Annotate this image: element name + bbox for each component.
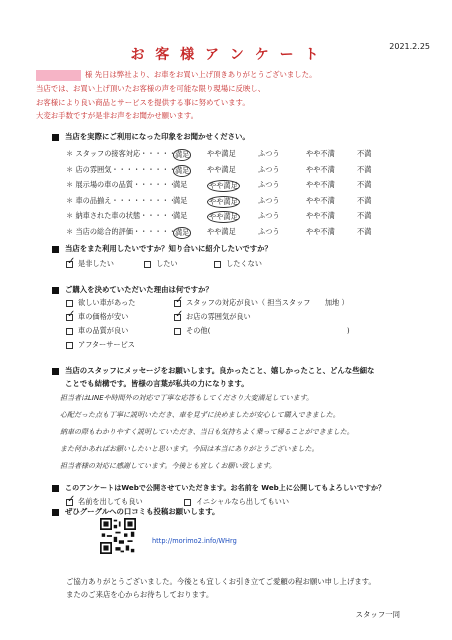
q1-option[interactable]: ふつう	[258, 149, 280, 158]
q1-option[interactable]: 不満	[357, 149, 372, 158]
closing-message	[66, 575, 376, 601]
q1-option-selected[interactable]: やや満足	[209, 196, 238, 206]
intro-line-4: 大変お手数ですが是非お声をお聞かせ願います。	[36, 111, 199, 121]
checkbox-checked-icon[interactable]	[66, 261, 73, 268]
q1-option[interactable]: ふつう	[258, 180, 280, 189]
q1-option[interactable]: やや不満	[306, 195, 335, 205]
q3-option-price[interactable]: ✓車の価格が安い	[66, 312, 128, 322]
q1-option[interactable]: ふつう	[258, 211, 280, 220]
q3-option-atmosphere[interactable]: ✓お店の雰囲気が良い	[174, 312, 251, 322]
square-bullet-icon	[52, 485, 59, 492]
qr-code-icon[interactable]	[100, 518, 136, 554]
q3-option-other[interactable]: その他( )	[174, 326, 350, 336]
q1-option[interactable]: 不満	[357, 195, 372, 205]
q1-option[interactable]: やや満足	[207, 149, 236, 158]
q1-option[interactable]: 満足	[173, 211, 188, 220]
q1-option[interactable]: 不満	[357, 226, 372, 236]
q1-rating-label: ＊ 店の雰囲気・・・・・・・・・	[66, 164, 177, 174]
q4-heading-line-2: ことでも結構です。皆様の言葉が私共の力になります。	[65, 379, 249, 388]
q1-option-selected[interactable]: やや満足	[209, 212, 238, 221]
q1-option[interactable]: ふつう	[258, 226, 280, 236]
q1-option-selected[interactable]: 満足	[175, 165, 190, 175]
checkbox-icon[interactable]	[144, 261, 151, 268]
q1-option[interactable]: やや不満	[306, 226, 335, 236]
q2-option-no[interactable]: したくない	[214, 259, 262, 269]
q3-option-aftercare[interactable]: アフターサービス	[66, 340, 135, 350]
handwritten-comment-line-3: 納車の際もわかりやすく説明していただき、当日も気持ちよく乗って帰ることができました。	[60, 428, 354, 436]
handwritten-comment-line-5: 担当者様の対応に感謝しています。今後とも宜しくお願い致します。	[60, 462, 276, 470]
q3-option-staff[interactable]: ✓スタッフの対応が良い（ 担当スタッフ 加地 ）	[174, 298, 349, 308]
q1-option[interactable]: 不満	[357, 211, 372, 220]
handwritten-comment-line-4: また何かあればお願いしたいと思います。今回は本当にありがとうございました。	[60, 445, 319, 453]
checkbox-icon	[66, 328, 73, 335]
q1-option-selected[interactable]: 満足	[175, 227, 190, 237]
q5-option-initials[interactable]: イニシャルなら出してもいい	[184, 497, 289, 507]
q1-option[interactable]: ふつう	[258, 164, 280, 174]
handwritten-comment-line-1: 担当者はLINEや時間外の対応で丁寧な応答もしてくださり大変満足しています。	[60, 394, 314, 402]
square-bullet-icon	[52, 287, 59, 294]
survey-title: お 客 様 ア ン ケ ー ト	[130, 47, 322, 63]
intro-text	[36, 68, 316, 123]
q1-option[interactable]: やや不満	[306, 149, 335, 158]
q2-option-maybe[interactable]: したい	[144, 259, 178, 269]
closing-line-2: またのご来店を心からお待ちしております。	[66, 590, 214, 599]
checkbox-checked-icon	[174, 314, 181, 321]
redacted-customer-name	[36, 70, 81, 81]
q1-option[interactable]: やや不満	[306, 211, 335, 220]
intro-line-3: お客様により良い商品とサービスを提供する事に努めています。	[36, 97, 250, 107]
q2-heading: 当店をまた利用したいですか？知り合いに紹介したいですか？	[52, 243, 272, 254]
q3-option-wanted-car[interactable]: 欲しい車があった	[66, 298, 135, 308]
survey-date: 2021.2.25	[389, 42, 430, 51]
square-bullet-icon	[52, 368, 59, 375]
checkbox-checked-icon	[66, 314, 73, 321]
q3-option-quality[interactable]: 車の品質が良い	[66, 326, 128, 336]
q1-option-selected[interactable]: 満足	[175, 150, 190, 159]
checkbox-checked-icon	[174, 300, 181, 307]
q1-rating-label: ＊ 車の品揃え・・・・・・・・・	[66, 195, 177, 205]
checkbox-icon[interactable]	[214, 261, 221, 268]
checkbox-icon	[66, 342, 73, 349]
square-bullet-icon	[52, 246, 59, 253]
intro-line-2: 当店では、お買い上げ頂いたお客様の声を可能な限り現場に反映し、	[36, 83, 266, 93]
q1-option-selected[interactable]: やや満足	[209, 181, 238, 190]
q1-heading: 当店を実際にご利用になった印象をお聞かせください。	[52, 131, 250, 142]
google-review-link[interactable]: http://morimo2.info/WHrg	[152, 537, 237, 545]
checkbox-icon	[174, 328, 181, 335]
q1-rating-label: ＊ スタッフの接客対応・・・・・	[66, 149, 177, 158]
q1-option[interactable]: やや満足	[207, 226, 236, 236]
staff-signature: スタッフ一同	[355, 610, 400, 619]
checkbox-checked-icon	[66, 499, 73, 506]
q5-option-name[interactable]: ✓名前を出しても良い	[66, 497, 143, 507]
checkbox-icon	[66, 300, 73, 307]
q1-rating-label: ＊ 当店の総合的評価・・・・・・	[66, 226, 177, 236]
q1-option[interactable]: ふつう	[258, 195, 280, 205]
q2-option-yes[interactable]: ✓是非したい	[66, 259, 114, 269]
closing-line-1: ご協力ありがとうございました。今後とも宜しくお引き立てご愛顧の程お願い申し上げます。	[66, 577, 376, 586]
q1-option[interactable]: やや不満	[306, 164, 335, 174]
q1-rating-label: ＊ 展示場の車の品質・・・・・・	[66, 180, 177, 189]
square-bullet-icon	[52, 134, 59, 141]
q1-option[interactable]: 満足	[173, 195, 188, 205]
handwritten-comment-line-2: 心配だった点も丁寧に説明いただき、車を見ずに決めましたが安心して購入できました。	[60, 411, 340, 419]
checkbox-icon	[184, 499, 191, 506]
q1-option[interactable]: 満足	[173, 180, 188, 189]
q6-heading: ぜひグーグルへの口コミも投稿お願いします。	[52, 506, 219, 517]
q3-heading: ご購入を決めていただいた理由は何ですか？	[52, 284, 213, 295]
q4-heading: 当店のスタッフにメッセージをお願いします。良かったこと、嬉しかったこと、どんな些細な	[52, 365, 374, 376]
q1-rating-label: ＊ 納車された車の状態・・・・・	[66, 211, 177, 220]
q1-option[interactable]: やや不満	[306, 180, 335, 189]
q1-option[interactable]: やや満足	[207, 164, 236, 174]
q1-option[interactable]: 不満	[357, 164, 372, 174]
intro-line-1: 様 先日は弊社より、お車をお買い上げ頂きありがとうございました。	[36, 68, 316, 82]
q1-option[interactable]: 不満	[357, 180, 372, 189]
square-bullet-icon	[52, 509, 59, 516]
q5-heading: このアンケートはWebで公開させていただきます。お名前を Web上に公開してもよろしいですか？	[52, 483, 385, 493]
